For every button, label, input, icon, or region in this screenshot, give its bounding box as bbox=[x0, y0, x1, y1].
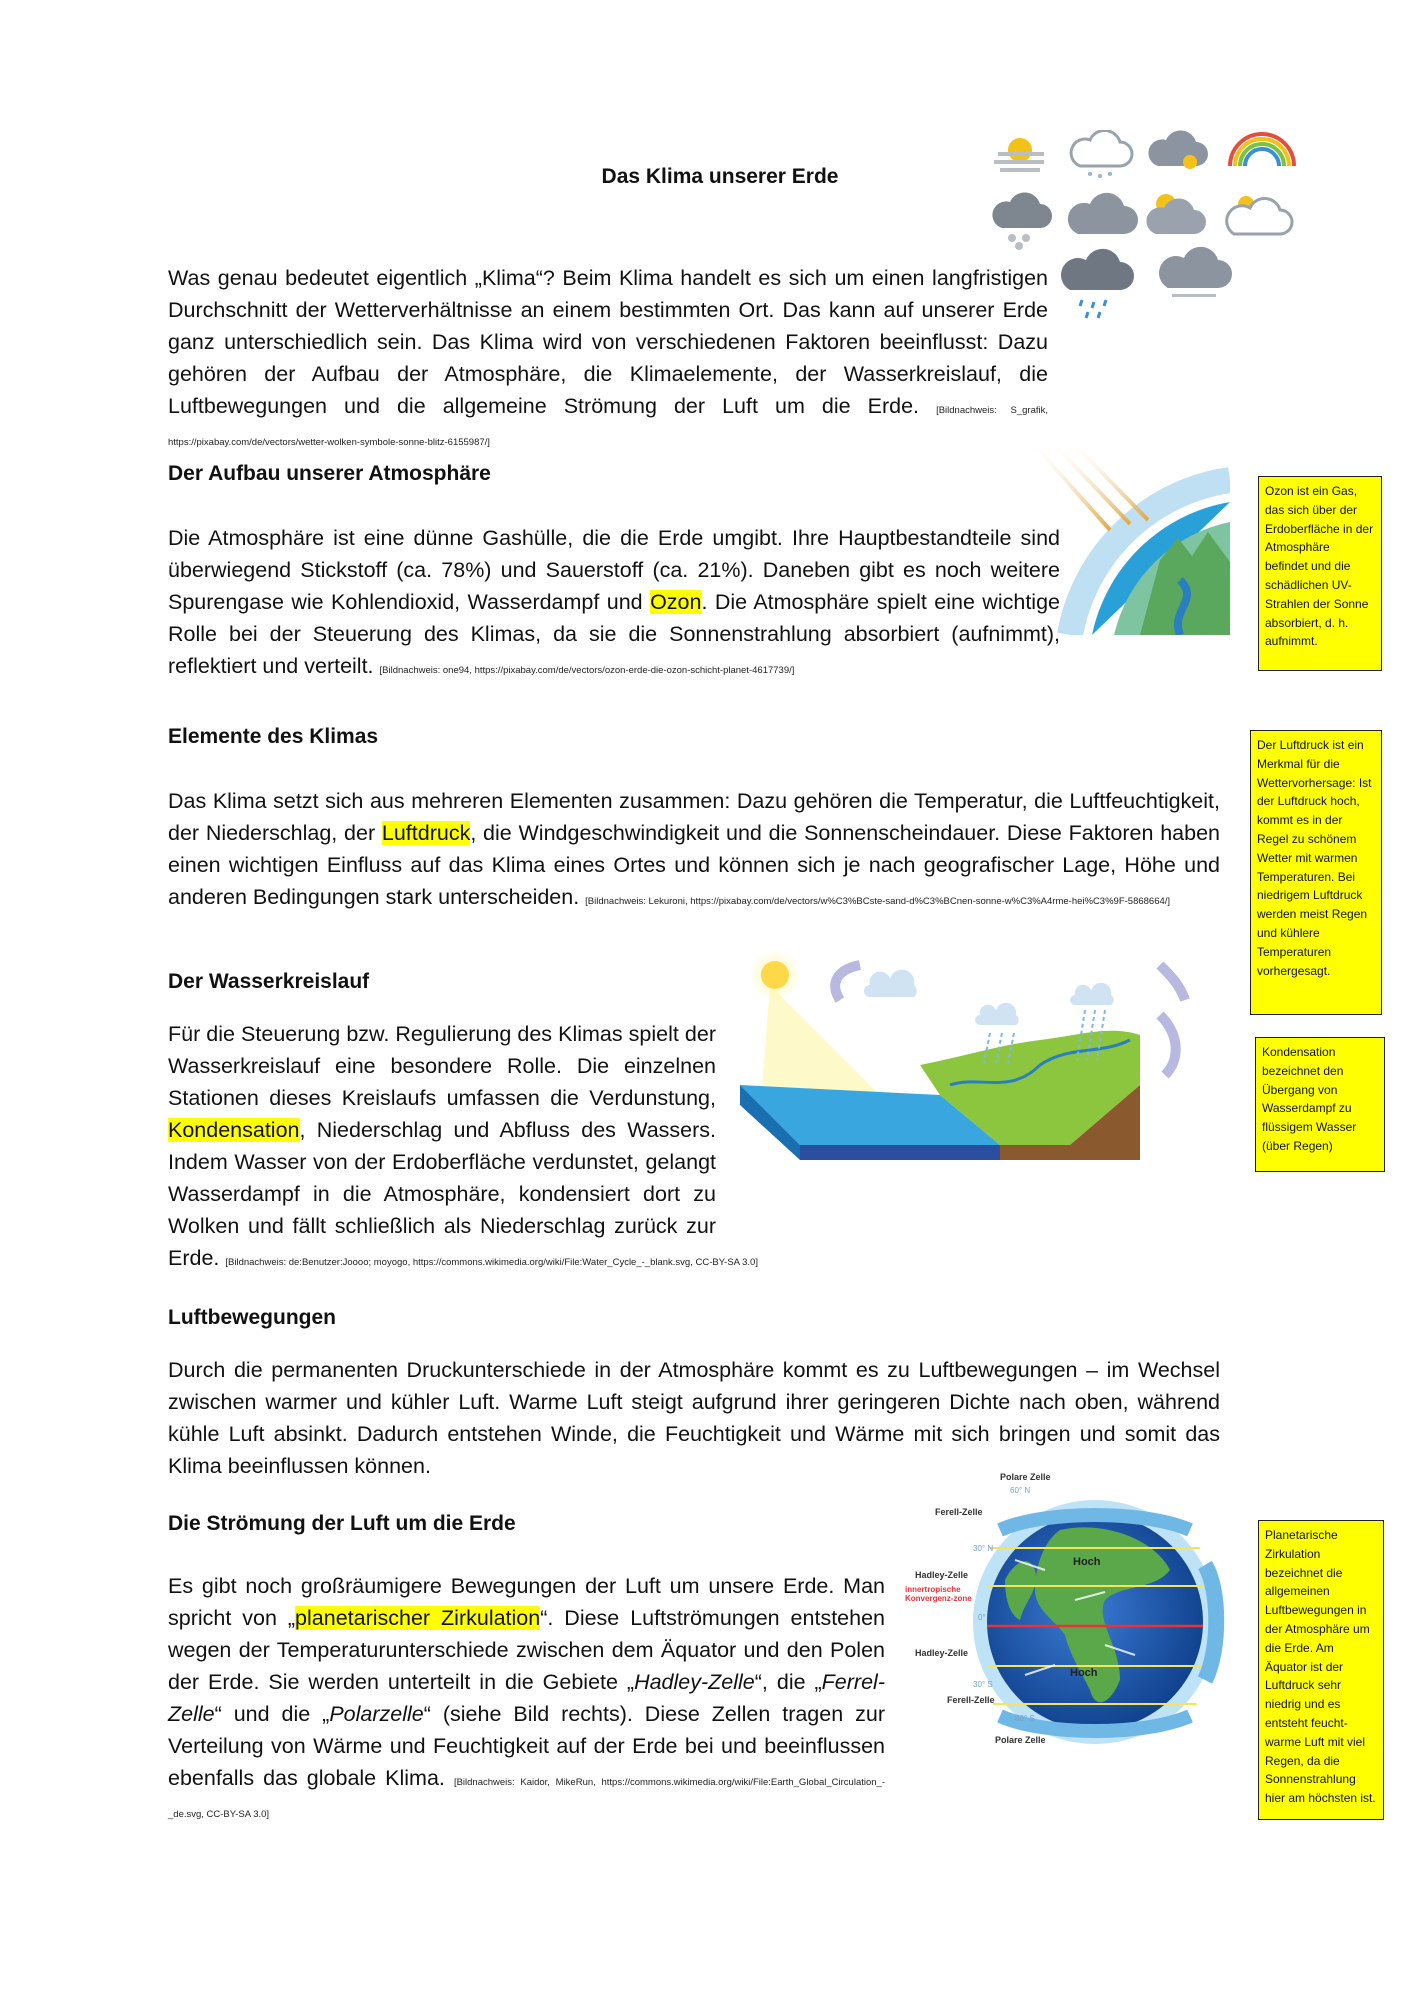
water-cycle-illustration bbox=[740, 945, 1200, 1175]
hadley-cell-term: Hadley-Zelle bbox=[634, 1670, 755, 1694]
circulation-text-2: “. Diese Luftströmungen entstehen wegen der Temperaturunterschiede zwischen dem Äquator und den Polen der Erde. Sie werden unterteilt in die Gebiete „ bbox=[168, 1606, 885, 1694]
sun-outline-cloud-icon bbox=[1227, 196, 1292, 234]
sun-haze-icon bbox=[994, 138, 1044, 172]
intro-section bbox=[168, 262, 1220, 454]
air-pressure-highlight: Luftdruck bbox=[381, 821, 471, 845]
ozone-earth-illustration bbox=[1030, 440, 1230, 635]
ozone-highlight: Ozon bbox=[650, 590, 702, 614]
sun-cloud-icon bbox=[1146, 194, 1206, 234]
ozone-note: Ozon ist ein Gas, das sich über der Erdoberfläche in der Atmosphäre befindet und die schädlichen UV-Strahlen der Sonne absorbiert, d. h. aufnimmt. bbox=[1258, 476, 1382, 671]
intro-credit: [Bildnachweis: S_grafik, https://pixabay.com/de/vectors/wetter-wolken-symbole-sonne-blitz-6155987/] bbox=[168, 405, 1049, 448]
label-polar-cell-bottom: Polare Zelle bbox=[995, 1735, 1046, 1745]
air-paragraph: Durch die permanenten Druckunterschiede in der Atmosphäre kommt es zu Luftbewegungen – im Wechsel zwischen warmer und kühler Luft. Warme Luft steigt aufgrund ihrer geringeren Dichte nach oben, während kühle Luft absinkt. Dadurch entstehen Winde, die Feuchtigkeit und Wärme mit sich bringen und somit das Klima beeinflussen können. bbox=[168, 1358, 1220, 1478]
label-lat-30s: 30° S bbox=[973, 1680, 993, 1689]
intro-text: Was genau bedeutet eigentlich „Klima“? Beim Klima handelt es sich um einen langfristigen Durchschnitt der Wetterverhältnisse an einem bestimmten Ort. Das kann auf unserer Erde ganz unterschiedlich sein. Das Klima wird von verschiedenen Faktoren beeinflusst: Dazu gehören der Aufbau der Atmosphäre, die Klimaelemente, der Wasserkreislauf, die Luftbewegungen und die allgemeine Strömung der Luft um die Erde. bbox=[168, 266, 1048, 418]
circulation-text-4: “ und die „ bbox=[214, 1702, 330, 1726]
circulation-text-5: “ (siehe Bild rechts). Diese Zellen tragen zur Verteilung von Wärme und Feuchtigkeit auf der Erde bei und beeinflussen ebenfalls das globale Klima. bbox=[168, 1702, 885, 1790]
atmosphere-text-2: . Die Atmosphäre spielt eine wichtige Rolle bei der Steuerung des Klimas, da sie die Sonnenstrahlung absorbiert (aufnimmt), reflektiert und verteilt. bbox=[168, 590, 1060, 678]
water-text-1: Für die Steuerung bzw. Regulierung des Klimas spielt der Wasserkreislauf eine besondere Rolle. Die einzelnen Stationen dieses Kreislaufs umfassen die Verdunstung, bbox=[168, 1022, 716, 1110]
elements-text-2: , die Windgeschwindigkeit und die Sonnenscheindauer. Diese Faktoren haben einen wichtigen Einfluss auf das Klima eines Ortes und können sich je nach geografischer Lage, Höhe und anderen Bedingungen stark unterscheiden. bbox=[168, 821, 1220, 909]
atmosphere-heading: Der Aufbau unserer Atmosphäre bbox=[168, 462, 491, 485]
circulation-heading: Die Strömung der Luft um die Erde bbox=[168, 1512, 516, 1535]
label-lat-30n: 30° N bbox=[973, 1544, 994, 1553]
circulation-text-3: “, die „ bbox=[754, 1670, 822, 1694]
atmosphere-paragraph bbox=[168, 522, 1060, 682]
page-title: Das Klima unserer Erde bbox=[601, 165, 839, 188]
ferrel-cell-term: Ferrel-Zelle bbox=[168, 1670, 885, 1726]
label-ferrel-top: Ferell-Zelle bbox=[935, 1507, 983, 1517]
circulation-credit: [Bildnachweis: Kaidor, MikeRun, https://commons.wikimedia.org/wiki/File:Earth_Global_Circulation_-_de.svg, CC-BY-SA 3.0] bbox=[168, 1777, 885, 1820]
circulation-text-1: Es gibt noch großräumigere Bewegungen der Luft um unsere Erde. Man spricht von „ bbox=[168, 1574, 885, 1630]
air-pressure-note: Der Luftdruck ist ein Merkmal für die Wettervorhersage: Ist der Luftdruck hoch, kommt es in der Regel zu schönem Wetter mit warmen Temperaturen. Bei niedrigem Luftdruck werden meist Regen und kühlere Temperaturen vorhergesagt. bbox=[1250, 730, 1382, 1015]
elements-paragraph bbox=[168, 785, 1220, 913]
cloud-icon bbox=[1068, 193, 1138, 234]
water-heading: Der Wasserkreislauf bbox=[168, 970, 370, 993]
atmosphere-text-1: Die Atmosphäre ist eine dünne Gashülle, die die Erde umgibt. Ihre Hauptbestandteile sind überwiegend Stickstoff (ca. 78%) und Sauerstoff (ca. 21%). Daneben gibt es noch weitere Spurengase wie Kohlendioxid, Wasserdampf und bbox=[168, 526, 1060, 614]
polar-cell-term: Polarzelle bbox=[329, 1702, 424, 1726]
snow-cloud-icon bbox=[1071, 130, 1132, 178]
label-ferrel-bottom: Ferell-Zelle bbox=[947, 1695, 995, 1705]
intro-paragraph bbox=[168, 262, 1048, 454]
condensation-note: Kondensation bezeichnet den Übergang von Wasserdampf zu flüssigem Wasser (über Regen) bbox=[1255, 1037, 1385, 1172]
label-polar-cell-top: Polare Zelle bbox=[1000, 1472, 1051, 1482]
elements-section bbox=[168, 785, 1220, 913]
label-hadley-top: Hadley-Zelle bbox=[915, 1570, 969, 1580]
label-lat-60s: 60° S bbox=[1015, 1714, 1035, 1723]
label-lat-0: 0° bbox=[978, 1613, 986, 1622]
water-credit: [Bildnachweis: de:Benutzer:Joooo; moyogo, https://commons.wikimedia.org/wiki/File:Water_Cycle_-_blank.svg, CC-BY-SA 3.0] bbox=[225, 1257, 758, 1268]
global-circulation-diagram bbox=[905, 1470, 1240, 1760]
planetary-circulation-note: Planetarische Zirkulation bezeichnet die allgemeinen Luftbewegungen in der Atmosphäre um die Erde. Am Äquator ist der Luftdruck sehr niedrig und es entsteht feucht-warme Luft mit viel Regen, da die Sonnenstrahlung hier am höchsten ist. bbox=[1258, 1520, 1384, 1820]
air-section bbox=[168, 1324, 1220, 1482]
air-heading: Luftbewegungen bbox=[168, 1306, 336, 1329]
label-hadley-bottom: Hadley-Zelle bbox=[915, 1648, 969, 1658]
planetary-circulation-highlight: planetarischer Zirkulation bbox=[295, 1606, 541, 1630]
water-text-2: , Niederschlag und Abfluss des Wassers. Indem Wasser von der Erdoberfläche verdunstet, gelangt Wasserdampf in die Atmosphäre, kondensiert dort zu Wolken und fällt schließlich als Niederschlag zurück zur Erde. bbox=[168, 1118, 716, 1270]
label-high-north: Hoch bbox=[1073, 1556, 1101, 1568]
condensation-highlight: Kondensation bbox=[168, 1118, 300, 1142]
elements-text-1: Das Klima setzt sich aus mehreren Elementen zusammen: Dazu gehören die Temperatur, die Luftfeuchtigkeit, der Niederschlag, der bbox=[168, 789, 1220, 845]
atmosphere-credit: [Bildnachweis: one94, https://pixabay.com/de/vectors/ozon-erde-die-ozon-schicht-planet-4617739/] bbox=[379, 665, 795, 676]
label-high-south: Hoch bbox=[1070, 1667, 1098, 1679]
elements-heading: Elemente des Klimas bbox=[168, 725, 379, 748]
hail-cloud-icon bbox=[992, 192, 1052, 250]
atmosphere-section bbox=[168, 522, 1068, 682]
elements-credit: [Bildnachweis: Lekuroni, https://pixabay.com/de/vectors/w%C3%BCste-sand-d%C3%BCnen-sonne-w%C3%A4rme-hei%C3%9F-5868664/] bbox=[585, 896, 1171, 907]
cloud-sun-icon bbox=[1148, 130, 1208, 169]
label-itcz: innertropische Konvergenz-zone bbox=[905, 1585, 972, 1603]
label-lat-60n: 60° N bbox=[1010, 1486, 1031, 1495]
rainbow-icon bbox=[1230, 134, 1294, 166]
